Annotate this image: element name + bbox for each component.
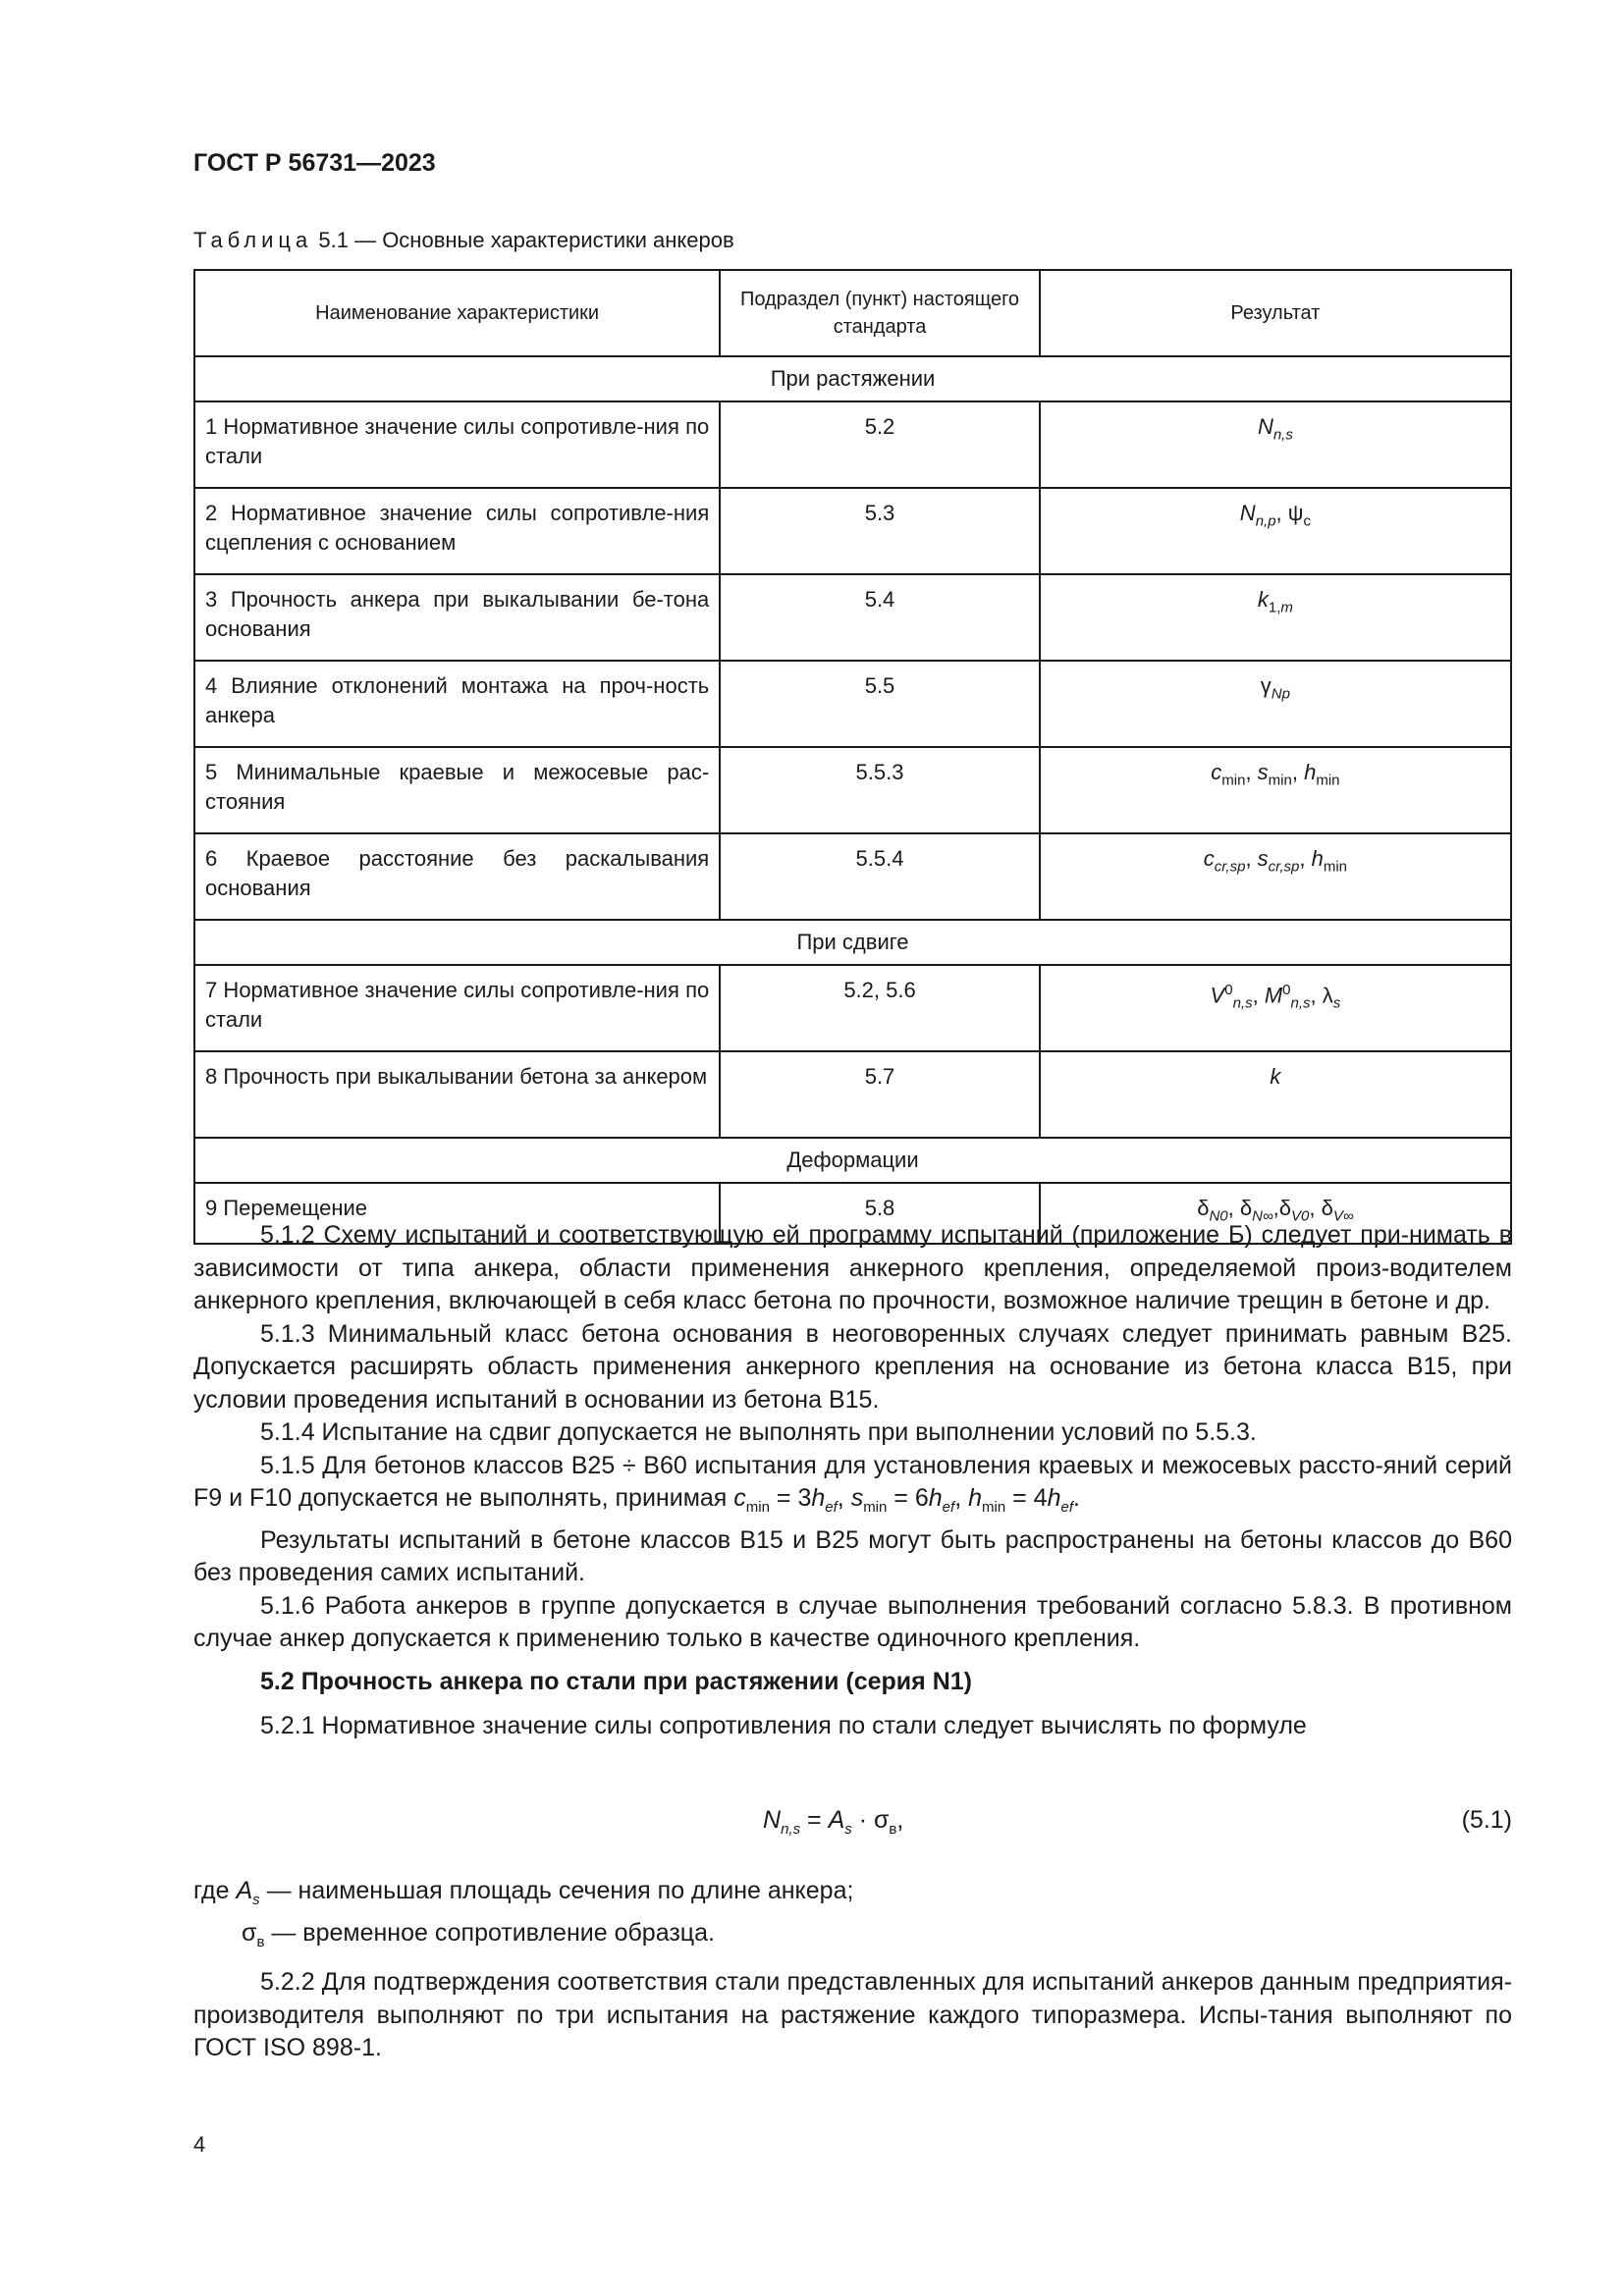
caption-text: 5.1 — Основные характеристики анкеров (318, 228, 734, 252)
table-row (194, 488, 1511, 574)
row-name: 3 Прочность анкера при выкалывании бе-тона основания (194, 574, 720, 661)
header-ref: Подраздел (пункт) настоящего стандарта (720, 270, 1040, 356)
characteristics-table (193, 269, 1512, 1245)
section-deform: Деформации (194, 1138, 1511, 1183)
paragraph-5-1-2: 5.1.2 Схему испытаний и соответствующую ей программу испытаний (приложение Б) следует при-нимать в зависимости от типа анкера, области применения анкерного крепления, определяемой произ-водителем анкерного крепления, включающей в себя класс бетона по прочности, возможное наличие трещин в бетоне и др. (193, 1221, 1512, 1314)
formula-number: (5.1) (1461, 1806, 1512, 1834)
page-number: 4 (193, 2132, 206, 2157)
body-text-lower (193, 1875, 1512, 2065)
row-result: $N_{n,p}$, $\psi_c$ (1040, 488, 1511, 574)
row-name: 9 Перемещение (194, 1183, 720, 1244)
paragraph-5-1-5: 5.1.5 Для бетонов классов В25 ÷ В60 испытания для установления краевых и межосевых рассто-яний серий F9 и F10 допускается не выполнять, принимая $c_{min} = 3h_{ef}$, $s_{min} = 6h_{ef}$, $h_{min} = 4h_{ef}$. (193, 1451, 1512, 1516)
paragraph-5-2-1: 5.2.1 Нормативное значение силы сопротивления по стали следует вычислять по формуле (260, 1712, 1307, 1739)
row-name: 7 Нормативное значение силы сопротивле-ния по стали (194, 965, 720, 1051)
row-ref: 5.3 (720, 488, 1040, 574)
table-row (194, 401, 1511, 488)
row-ref: 5.5 (720, 661, 1040, 747)
table-row (194, 661, 1511, 747)
row-name: 1 Нормативное значение силы сопротивле-ния по стали (194, 401, 720, 488)
table-header-row (194, 270, 1511, 356)
row-name: 4 Влияние отклонений монтажа на проч-ность анкера (194, 661, 720, 747)
formula-expression: $N_{n,s} = A_s \cdot \sigma_в$, (763, 1806, 904, 1838)
row-result: $k_{1,m}$ (1040, 574, 1511, 661)
row-result: k (1040, 1051, 1511, 1138)
paragraph-5-1-3: 5.1.3 Минимальный класс бетона основания в неоговоренных случаях следует принимать равным В25. Допускается расширять область применения анкерного крепления на основание из бетона класса В15, при условии проведения испытаний в основании из бетона В15. (193, 1319, 1512, 1414)
row-ref: 5.5.3 (720, 747, 1040, 833)
row-name: 2 Нормативное значение силы сопротивле-ния сцепления с основанием (194, 488, 720, 574)
row-name: 5 Минимальные краевые и межосевые рас-стояния (194, 747, 720, 833)
row-result: $c_{cr,sp}$, $s_{cr,sp}$, $h_{min}$ (1040, 833, 1511, 920)
formula-5-1 (193, 1806, 1512, 1845)
section-shear: При сдвиге (194, 920, 1511, 965)
row-ref: 5.4 (720, 574, 1040, 661)
table-row (194, 965, 1511, 1051)
row-ref: 5.7 (720, 1051, 1040, 1138)
table-row (194, 1051, 1511, 1138)
row-ref: 5.2, 5.6 (720, 965, 1040, 1051)
paragraph-5-2-2: 5.2.2 Для подтверждения соответствия стали представленных для испытаний анкеров данным предприятия-производителя выполняют по три испытания на растяжение каждого типоразмера. Испы-тания выполняют по ГОСТ ISO 898-1. (193, 1968, 1512, 2061)
header-name: Наименование характеристики (194, 270, 720, 356)
where-line-2: $\sigma_в$ — временное сопротивление образца. (242, 1918, 715, 1950)
document-header: ГОСТ Р 56731—2023 (193, 149, 436, 177)
header-result: Результат (1040, 270, 1511, 356)
row-result: $N_{n,s}$ (1040, 401, 1511, 488)
row-name: 8 Прочность при выкалывании бетона за анкером (194, 1051, 720, 1138)
row-result: $\delta_{N0}$, $\delta_{N\infty},\delta_{V0}$, $\delta_{V\infty}$ (1040, 1183, 1511, 1244)
row-result: $c_{min}$, $s_{min}$, $h_{min}$ (1040, 747, 1511, 833)
body-text-upper (193, 1219, 1512, 1743)
row-result: $\gamma_{Np}$ (1040, 661, 1511, 747)
row-ref: 5.2 (720, 401, 1040, 488)
row-ref: 5.5.4 (720, 833, 1040, 920)
paragraph-5-1-5-cont: Результаты испытаний в бетоне классов В15 и В25 могут быть распространены на бетоны классов до В60 без проведения самих испытаний. (193, 1525, 1512, 1586)
table-caption (193, 228, 734, 253)
section-tension: При растяжении (194, 356, 1511, 401)
paragraph-5-1-6: 5.1.6 Работа анкеров в группе допускается в случае выполнения требований согласно 5.8.3. В противном случае анкер допускается к применению только в качестве одиночного крепления. (193, 1591, 1512, 1652)
table-row (194, 747, 1511, 833)
row-name: 6 Краевое расстояние без раскалывания основания (194, 833, 720, 920)
table-row (194, 574, 1511, 661)
row-ref: 5.8 (720, 1183, 1040, 1244)
row-result: $V^0_{n,s}$, $M^0_{n,s}$, $\lambda_s$ (1040, 965, 1511, 1051)
table-row (194, 833, 1511, 920)
where-line-1: где $A_s$ — наименьшая площадь сечения по длине анкера; (193, 1877, 854, 1908)
paragraph-5-1-4: 5.1.4 Испытание на сдвиг допускается не выполнять при выполнении условий по 5.5.3. (260, 1418, 1257, 1446)
caption-prefix: Таблица (193, 228, 313, 252)
section-heading-5-2: 5.2 Прочность анкера по стали при растяжении (серия N1) (260, 1667, 972, 1695)
